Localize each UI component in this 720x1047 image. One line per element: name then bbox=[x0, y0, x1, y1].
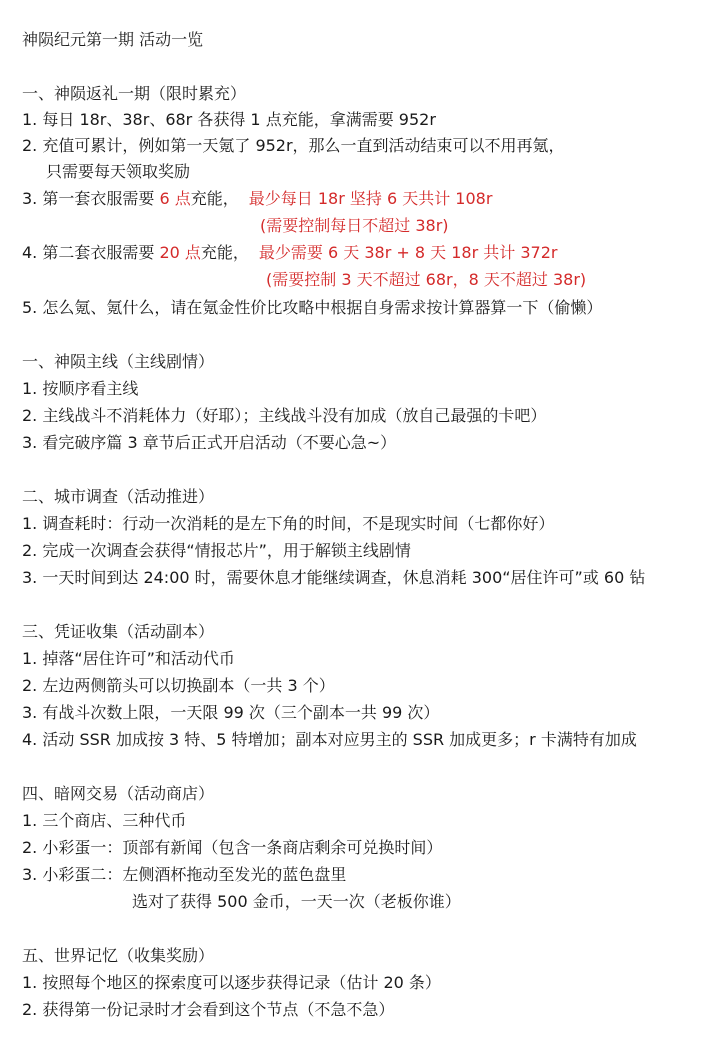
section-heading-world-memory: 五、世界记忆（收集奖励） bbox=[22, 946, 215, 965]
item-text: 3. 第一套衣服需要 bbox=[22, 189, 160, 208]
section-heading-voucher-collection: 三、凭证收集（活动副本） bbox=[22, 622, 215, 641]
list-item: 2. 左边两侧箭头可以切换副本（一共 3 个） bbox=[22, 676, 335, 695]
highlight-note: 最少每日 18r 坚持 6 天共计 108r bbox=[248, 189, 493, 208]
section-heading-main-story: 一、神陨主线（主线剧情） bbox=[22, 352, 215, 371]
list-item: 1. 按照每个地区的探索度可以逐步获得记录（估计 20 条） bbox=[22, 973, 441, 992]
highlight-note: (需要控制 3 天不超过 68r，8 天不超过 38r) bbox=[266, 270, 587, 289]
list-item: 3. 有战斗次数上限，一天限 99 次（三个副本一共 99 次） bbox=[22, 703, 440, 722]
list-item: 1. 按顺序看主线 bbox=[22, 379, 139, 398]
list-item: 2. 获得第一份记录时才会看到这个节点（不急不急） bbox=[22, 1000, 395, 1019]
list-item: 1. 每日 18r、38r、68r 各获得 1 点充能，拿满需要 952r bbox=[22, 110, 436, 129]
section-heading-rebate: 一、神陨返礼一期（限时累充） bbox=[22, 84, 247, 103]
highlight-points: 6 点 bbox=[159, 189, 191, 208]
highlight-note: 最少需要 6 天 38r + 8 天 18r 共计 372r bbox=[258, 243, 558, 262]
item-text: 4. 第二套衣服需要 bbox=[22, 243, 160, 262]
list-item: 1. 三个商店、三种代币 bbox=[22, 811, 187, 830]
list-item: 5. 怎么氪、氪什么，请在氪金性价比攻略中根据自身需求按计算器算一下（偷懒） bbox=[22, 298, 603, 317]
document-title: 神陨纪元第一期 活动一览 bbox=[22, 30, 204, 49]
list-item: 1. 掉落“居住许可”和活动代币 bbox=[22, 649, 235, 668]
section-heading-city-investigation: 二、城市调查（活动推进） bbox=[22, 487, 215, 506]
list-item: 2. 完成一次调查会获得“情报芯片”，用于解锁主线剧情 bbox=[22, 541, 411, 560]
list-item bbox=[22, 187, 492, 211]
list-item bbox=[22, 241, 557, 265]
highlight-points: 20 点 bbox=[159, 243, 201, 262]
list-item: 1. 调查耗时：行动一次消耗的是左下角的时间，不是现实时间（七都你好） bbox=[22, 514, 555, 533]
highlight-note: (需要控制每日不超过 38r) bbox=[260, 216, 449, 235]
item-text: 充能， bbox=[200, 243, 249, 262]
list-item-continuation: 只需要每天领取奖励 bbox=[46, 162, 191, 181]
list-item: 3. 看完破序篇 3 章节后正式开启活动（不要心急~） bbox=[22, 433, 397, 452]
list-item: 3. 一天时间到达 24:00 时，需要休息才能继续调查，休息消耗 300“居住许可”或 60 钻 bbox=[22, 568, 646, 587]
section-heading-darknet-trade: 四、暗网交易（活动商店） bbox=[22, 784, 215, 803]
list-item: 4. 活动 SSR 加成按 3 特、5 特增加；副本对应男主的 SSR 加成更多；r 卡满特有加成 bbox=[22, 730, 637, 749]
list-item: 2. 主线战斗不消耗体力（好耶）；主线战斗没有加成（放自己最强的卡吧） bbox=[22, 406, 547, 425]
list-item-continuation: 选对了获得 500 金币，一天一次（老板你谁） bbox=[132, 892, 461, 911]
list-item: 2. 充值可累计，例如第一天氪了 952r，那么一直到活动结束可以不用再氪， bbox=[22, 136, 565, 155]
list-item: 2. 小彩蛋一：顶部有新闻（包含一条商店剩余可兑换时间） bbox=[22, 838, 443, 857]
item-text: 充能， bbox=[190, 189, 239, 208]
list-item: 3. 小彩蛋二：左侧酒杯拖动至发光的蓝色盘里 bbox=[22, 865, 347, 884]
